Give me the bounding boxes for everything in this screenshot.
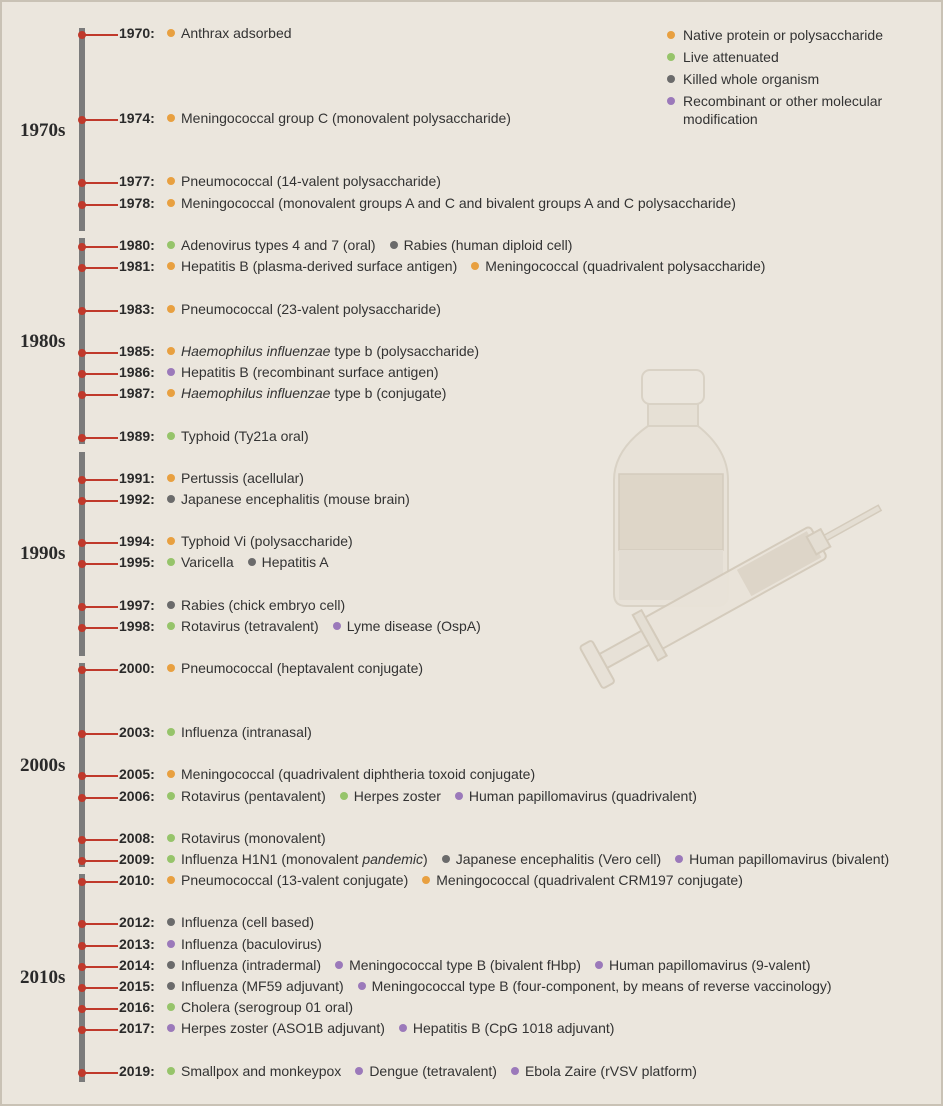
vaccine-entries: [167, 385, 460, 401]
vaccine-name: Herpes zoster: [353, 788, 441, 804]
timeline-tick: [82, 119, 118, 121]
decade-bar-2010s: [79, 874, 85, 1082]
vaccine-name: Meningococcal (quadrivalent CRM197 conjugate): [436, 872, 743, 888]
timeline-tick: [82, 839, 118, 841]
vaccine-entry: [511, 1063, 697, 1079]
timeline-tick: [82, 881, 118, 883]
year-label: 2014:: [119, 957, 155, 973]
vaccine-type-dot-icon: [355, 1067, 363, 1075]
vaccine-type-dot-icon: [390, 241, 398, 249]
vaccine-entries: [167, 470, 318, 486]
vaccine-entry: [167, 25, 292, 41]
year-label: 1970:: [119, 25, 155, 41]
timeline-tick: [82, 1008, 118, 1010]
vaccine-name: Typhoid (Ty21a oral): [181, 428, 309, 444]
vaccine-name: Influenza (intranasal): [181, 724, 312, 740]
year-label: 1991:: [119, 470, 155, 486]
vaccine-name: Anthrax adsorbed: [181, 25, 292, 41]
year-label: 1989:: [119, 428, 155, 444]
vaccine-entries: [167, 788, 711, 804]
vaccine-type-dot-icon: [167, 389, 175, 397]
vaccine-type-dot-icon: [340, 792, 348, 800]
year-label: 1981:: [119, 258, 155, 274]
timeline-tick: [82, 923, 118, 925]
year-label: 1992:: [119, 491, 155, 507]
vaccine-name: Typhoid Vi (polysaccharide): [181, 533, 353, 549]
timeline-node-icon: [78, 1069, 86, 1077]
vaccine-name: Lyme disease (OspA): [346, 618, 481, 634]
vaccine-name: Hepatitis B (recombinant surface antigen): [181, 364, 439, 380]
vaccine-name: Influenza (MF59 adjuvant): [181, 978, 344, 994]
timeline-tick: [82, 204, 118, 206]
vaccine-type-dot-icon: [167, 347, 175, 355]
vaccine-entry: [167, 660, 423, 676]
year-label: 2015:: [119, 978, 155, 994]
vaccine-name: Smallpox and monkeypox: [181, 1063, 342, 1079]
year-label: 2005:: [119, 766, 155, 782]
timeline-tick: [82, 394, 118, 396]
timeline-node-icon: [78, 179, 86, 187]
vaccine-entries: [167, 237, 586, 253]
timeline-tick: [82, 542, 118, 544]
legend-label: Killed whole organism: [683, 71, 820, 87]
vaccine-name: Ebola Zaire (rVSV platform): [524, 1063, 697, 1079]
year-label: 1983:: [119, 301, 155, 317]
timeline-tick: [82, 246, 118, 248]
vaccine-entries: [167, 957, 825, 973]
vaccine-name: Rotavirus (pentavalent): [181, 788, 326, 804]
vaccine-entry: [167, 851, 428, 867]
vaccine-type-dot-icon: [442, 855, 450, 863]
year-label: 1986:: [119, 364, 155, 380]
vaccine-name: Meningococcal type B (four-component, by means of reverse vaccinology): [371, 978, 832, 994]
vaccine-type-dot-icon: [167, 982, 175, 990]
timeline-tick: [82, 1072, 118, 1074]
vaccine-entry: [167, 554, 234, 570]
vaccine-entries: [167, 872, 757, 888]
vaccine-entry: [167, 428, 309, 444]
year-label: 1985:: [119, 343, 155, 359]
timeline-node-icon: [78, 730, 86, 738]
year-label: 1978:: [119, 195, 155, 211]
vaccine-type-dot-icon: [167, 855, 175, 863]
vaccine-name: Herpes zoster (ASO1B adjuvant): [181, 1020, 385, 1036]
vaccine-type-dot-icon: [167, 495, 175, 503]
year-label: 1997:: [119, 597, 155, 613]
timeline-tick: [82, 987, 118, 989]
vaccine-name: Meningococcal (monovalent groups A and C and bivalent groups A and C polysaccharide): [181, 195, 736, 211]
vaccine-entries: [167, 936, 336, 952]
timeline-tick: [82, 500, 118, 502]
timeline-node-icon: [78, 201, 86, 209]
year-label: 2003:: [119, 724, 155, 740]
timeline-node-icon: [78, 942, 86, 950]
year-label: 2017:: [119, 1020, 155, 1036]
vial-syringe-illustration: [562, 362, 902, 702]
year-label: 2000:: [119, 660, 155, 676]
vaccine-type-dot-icon: [167, 664, 175, 672]
vaccine-name: Japanese encephalitis (Vero cell): [455, 851, 662, 867]
vaccine-name: Meningococcal type B (bivalent fHbp): [349, 957, 581, 973]
vaccine-entries: [167, 830, 340, 846]
vaccine-entry: [340, 788, 441, 804]
timeline-node-icon: [78, 560, 86, 568]
vaccine-type-dot-icon: [167, 622, 175, 630]
year-label: 2012:: [119, 914, 155, 930]
vaccine-name: Pertussis (acellular): [181, 470, 304, 486]
vaccine-name: Human papillomavirus (bivalent): [689, 851, 890, 867]
vaccine-type-dot-icon: [358, 982, 366, 990]
legend-item-killed: [667, 70, 917, 88]
vaccine-type-dot-icon: [167, 474, 175, 482]
vaccine-entry: [167, 533, 353, 549]
legend-label: Recombinant or other molecular modification: [683, 93, 883, 127]
vaccine-entries: [167, 1063, 711, 1079]
vaccine-entry: [167, 237, 376, 253]
vaccine-type-dot-icon: [167, 728, 175, 736]
vaccine-entry: [335, 957, 581, 973]
vaccine-name: Rabies (chick embryo cell): [181, 597, 346, 613]
timeline-node-icon: [78, 476, 86, 484]
timeline-node-icon: [78, 878, 86, 886]
vaccine-name: Pneumococcal (23-valent polysaccharide): [181, 301, 441, 317]
vaccine-type-dot-icon: [167, 29, 175, 37]
vaccine-entry: [333, 618, 481, 634]
vaccine-name: Hepatitis A: [261, 554, 329, 570]
vaccine-entry: [167, 936, 322, 952]
vaccine-name: Rotavirus (monovalent): [181, 830, 326, 846]
vaccine-name: Influenza (intradermal): [181, 957, 322, 973]
legend-item-live: [667, 48, 917, 66]
vaccine-name: Human papillomavirus (quadrivalent): [468, 788, 697, 804]
vaccine-entry: [167, 1020, 385, 1036]
vaccine-entries: [167, 978, 846, 994]
vaccine-type-dot-icon: [167, 537, 175, 545]
year-label: 1987:: [119, 385, 155, 401]
vaccine-type-dot-icon: [167, 305, 175, 313]
vaccine-entry: [167, 618, 319, 634]
vaccine-entry: [399, 1020, 615, 1036]
timeline-node-icon: [78, 920, 86, 928]
vaccine-type-dot-icon: [167, 177, 175, 185]
vaccine-entry: [167, 872, 408, 888]
timeline-tick: [82, 669, 118, 671]
timeline-node-icon: [78, 836, 86, 844]
vaccine-entry: [595, 957, 811, 973]
vaccine-entries: [167, 491, 424, 507]
vaccine-name: Meningococcal group C (monovalent polysaccharide): [181, 110, 511, 126]
legend-item-recombinant: [667, 92, 917, 128]
timeline-node-icon: [78, 772, 86, 780]
vaccine-entries: [167, 766, 549, 782]
legend-label: Native protein or polysaccharide: [683, 27, 883, 43]
vaccine-name: Pneumococcal (14-valent polysaccharide): [181, 173, 441, 189]
year-label: 1994:: [119, 533, 155, 549]
vaccine-type-dot-icon: [167, 262, 175, 270]
year-label: 2009:: [119, 851, 155, 867]
vaccine-type-dot-icon: [167, 1067, 175, 1075]
vaccine-entries: [167, 999, 367, 1015]
year-label: 2016:: [119, 999, 155, 1015]
timeline-tick: [82, 267, 118, 269]
vaccine-type-dot-icon: [333, 622, 341, 630]
year-label: 1977:: [119, 173, 155, 189]
vaccine-type-dot-icon: [167, 1024, 175, 1032]
vaccine-type-dot-icon: [399, 1024, 407, 1032]
vaccine-entries: [167, 724, 326, 740]
vaccine-type-dot-icon: [167, 834, 175, 842]
timeline-tick: [82, 966, 118, 968]
vaccine-type-dot-icon: [455, 792, 463, 800]
vaccine-type-dot-icon: [511, 1067, 519, 1075]
vaccine-type-dot-icon: [595, 961, 603, 969]
vaccine-name: Cholera (serogroup 01 oral): [181, 999, 353, 1015]
timeline-node-icon: [78, 963, 86, 971]
vaccine-entry: [167, 957, 321, 973]
vaccine-entry: [442, 851, 661, 867]
vaccine-name: Haemophilus influenzae type b (polysaccharide): [181, 343, 480, 359]
vaccine-entries: [167, 618, 495, 634]
vaccine-entry: [167, 258, 457, 274]
timeline-node-icon: [78, 624, 86, 632]
vaccine-entry: [390, 237, 573, 253]
vaccine-entry: [167, 173, 441, 189]
vaccine-entry: [167, 999, 353, 1015]
vaccine-name: Hepatitis B (CpG 1018 adjuvant): [412, 1020, 615, 1036]
vaccine-entry: [167, 830, 326, 846]
vaccine-type-dot-icon: [167, 601, 175, 609]
timeline-tick: [82, 310, 118, 312]
vaccine-name: Adenovirus types 4 and 7 (oral): [181, 237, 376, 253]
timeline-tick: [82, 373, 118, 375]
vaccine-entries: [167, 301, 455, 317]
timeline-node-icon: [78, 857, 86, 865]
vaccine-type-dot-icon: [167, 940, 175, 948]
vaccine-type-dot-icon: [167, 918, 175, 926]
year-label: 2019:: [119, 1063, 155, 1079]
legend-item-native: [667, 26, 917, 44]
vaccine-entry: [167, 724, 312, 740]
timeline-tick: [82, 627, 118, 629]
timeline-tick: [82, 563, 118, 565]
vaccine-entries: [167, 195, 750, 211]
vaccine-entries: [167, 343, 493, 359]
vaccine-entry: [167, 110, 511, 126]
vaccine-entry: [355, 1063, 497, 1079]
timeline-node-icon: [78, 984, 86, 992]
decade-label-1990s: 1990s: [20, 543, 66, 564]
vaccine-entries: [167, 364, 453, 380]
timeline-tick: [82, 606, 118, 608]
vaccine-entry: [167, 788, 326, 804]
vaccine-name: Hepatitis B (plasma-derived surface antigen): [181, 258, 458, 274]
vaccine-name: Influenza H1N1 (monovalent pandemic): [181, 851, 428, 867]
timeline-tick: [82, 945, 118, 947]
timeline-node-icon: [78, 794, 86, 802]
vaccine-entry: [248, 554, 329, 570]
timeline-tick: [82, 860, 118, 862]
gray-dot-icon: [667, 75, 675, 83]
vaccine-entry: [167, 978, 344, 994]
timeline-node-icon: [78, 603, 86, 611]
timeline-node-icon: [78, 307, 86, 315]
timeline-node-icon: [78, 349, 86, 357]
vaccine-name: Varicella: [181, 554, 234, 570]
timeline-tick: [82, 34, 118, 36]
vaccine-name: Rabies (human diploid cell): [403, 237, 573, 253]
vaccine-entries: [167, 25, 306, 41]
vaccine-name: Influenza (cell based): [181, 914, 315, 930]
timeline-node-icon: [78, 264, 86, 272]
timeline-node-icon: [78, 391, 86, 399]
timeline-tick: [82, 797, 118, 799]
vaccine-type-dot-icon: [167, 770, 175, 778]
vaccine-entries: [167, 597, 359, 613]
timeline-tick: [82, 733, 118, 735]
timeline-node-icon: [78, 539, 86, 547]
timeline-node-icon: [78, 243, 86, 251]
vaccine-entry: [675, 851, 889, 867]
timeline-node-icon: [78, 370, 86, 378]
vaccine-entries: [167, 554, 343, 570]
decade-label-2010s: 2010s: [20, 967, 66, 988]
vaccine-type-dot-icon: [167, 961, 175, 969]
vaccine-name: Influenza (baculovirus): [181, 936, 322, 952]
year-label: 1974:: [119, 110, 155, 126]
timeline-node-icon: [78, 116, 86, 124]
vaccine-entry: [167, 914, 314, 930]
vaccine-type-dot-icon: [422, 876, 430, 884]
vaccine-entry: [167, 195, 736, 211]
timeline-node-icon: [78, 1005, 86, 1013]
vaccine-entry: [167, 301, 441, 317]
timeline-node-icon: [78, 497, 86, 505]
vaccine-entries: [167, 851, 903, 867]
vaccine-entry: [167, 343, 479, 359]
vaccine-type-dot-icon: [167, 368, 175, 376]
vaccine-entry: [167, 766, 535, 782]
vaccine-name: Dengue (tetravalent): [369, 1063, 497, 1079]
purple-dot-icon: [667, 97, 675, 105]
vaccine-name: Pneumococcal (13-valent conjugate): [181, 872, 409, 888]
vaccine-type-dot-icon: [167, 876, 175, 884]
vaccine-name: Meningococcal (quadrivalent diphtheria toxoid conjugate): [181, 766, 536, 782]
vaccine-entries: [167, 173, 455, 189]
timeline-tick: [82, 437, 118, 439]
timeline-tick: [82, 352, 118, 354]
vaccine-name: Rotavirus (tetravalent): [181, 618, 319, 634]
vaccine-entry: [167, 1063, 341, 1079]
vaccine-type-dot-icon: [248, 558, 256, 566]
decade-label-1970s: 1970s: [20, 120, 66, 141]
year-label: 2006:: [119, 788, 155, 804]
timeline-node-icon: [78, 1026, 86, 1034]
vaccine-entries: [167, 533, 367, 549]
vaccine-type-dot-icon: [335, 961, 343, 969]
vaccine-name: Pneumococcal (heptavalent conjugate): [181, 660, 424, 676]
vaccine-entries: [167, 428, 323, 444]
timeline-node-icon: [78, 31, 86, 39]
orange-dot-icon: [667, 31, 675, 39]
year-label: 1980:: [119, 237, 155, 253]
vaccine-entry: [358, 978, 832, 994]
decade-label-1980s: 1980s: [20, 331, 66, 352]
timeline-tick: [82, 1029, 118, 1031]
vaccine-entry: [422, 872, 743, 888]
vaccine-name: Human papillomavirus (9-valent): [608, 957, 811, 973]
timeline-node-icon: [78, 666, 86, 674]
vaccine-entry: [167, 491, 410, 507]
year-label: 2013:: [119, 936, 155, 952]
vaccine-name: Haemophilus influenzae type b (conjugate): [181, 385, 447, 401]
decade-label-2000s: 2000s: [20, 755, 66, 776]
vaccine-type-dot-icon: [167, 241, 175, 249]
legend-label: Live attenuated: [683, 49, 779, 65]
timeline-tick: [82, 479, 118, 481]
year-label: 1998:: [119, 618, 155, 634]
year-label: 1995:: [119, 554, 155, 570]
vaccine-type-dot-icon: [167, 114, 175, 122]
vaccine-entry: [167, 385, 446, 401]
vaccine-name: Japanese encephalitis (mouse brain): [181, 491, 410, 507]
vaccine-type-dot-icon: [167, 199, 175, 207]
vaccine-entries: [167, 258, 779, 274]
vaccine-type-dot-icon: [167, 432, 175, 440]
vaccine-entries: [167, 110, 525, 126]
vaccine-entries: [167, 660, 437, 676]
vaccine-entry: [471, 258, 765, 274]
vaccine-type-dot-icon: [167, 792, 175, 800]
vaccine-type-dot-icon: [167, 1003, 175, 1011]
vaccine-type-dot-icon: [167, 558, 175, 566]
year-label: 2008:: [119, 830, 155, 846]
vaccine-entry: [455, 788, 697, 804]
timeline-node-icon: [78, 434, 86, 442]
vaccine-type-dot-icon: [471, 262, 479, 270]
green-dot-icon: [667, 53, 675, 61]
vaccine-entry: [167, 364, 439, 380]
vaccine-name: Meningococcal (quadrivalent polysaccharide): [485, 258, 766, 274]
vaccine-entry: [167, 597, 345, 613]
vaccine-type-dot-icon: [675, 855, 683, 863]
vaccine-entries: [167, 914, 328, 930]
timeline-tick: [82, 182, 118, 184]
vaccine-entry: [167, 470, 304, 486]
year-label: 2010:: [119, 872, 155, 888]
timeline-tick: [82, 775, 118, 777]
legend: [667, 26, 917, 132]
vaccine-entries: [167, 1020, 628, 1036]
